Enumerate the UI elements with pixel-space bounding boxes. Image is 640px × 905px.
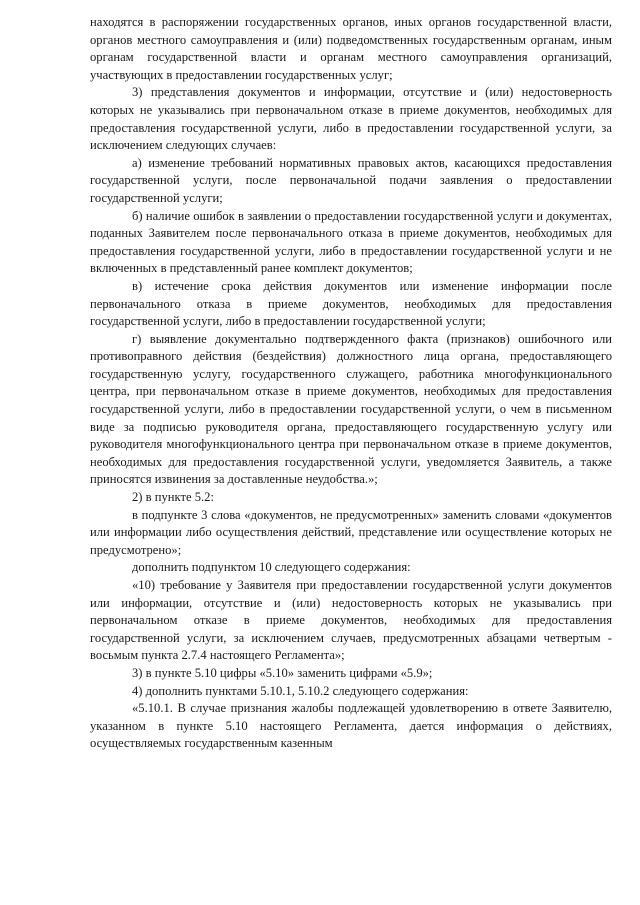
paragraph-4: б) наличие ошибок в заявлении о предоставлении государственной услуги и документах, поданных Заявителем после первоначального отказа в приеме документов, необходимых для предоставления государственной услуги, либо в предоставлении государственной услуги и не включенных в представленный ранее комплект документов; (90, 208, 612, 276)
paragraph-8: в подпункте 3 слова «документов, не предусмотренных» заменить словами «документов или информации либо осуществления действий, представление или осуществление которых не предусмотрено»; (90, 507, 612, 557)
paragraph-12: 4) дополнить пунктами 5.10.1, 5.10.2 следующего содержания: (132, 683, 469, 698)
paragraph-13: «5.10.1. В случае признания жалобы подлежащей удовлетворению в ответе Заявителю, указанном в пункте 5.10 настоящего Регламента, дается информация о действиях, осуществляемых государственным казенным (90, 701, 612, 751)
paragraph-7: 2) в пункте 5.2: (132, 490, 214, 505)
paragraph-2: 3) представления документов и информации, отсутствие и (или) недостоверность которых не указывались при первоначальном отказе в приеме документов, необходимых для предоставления государственной услуги, либо в предоставлении государственной услуги, за исключением следующих случаев: (90, 85, 612, 153)
paragraph-3: а) изменение требований нормативных правовых актов, касающихся предоставления государственной услуги, после первоначальной подачи заявления о предоставлении государственной услуги; (90, 155, 612, 205)
paragraph-10: «10) требование у Заявителя при предоставлении государственной услуги документов или информации, отсутствие и (или) недостоверность которых не указывались при первоначальном отказе в приеме документов, необходимых для предоставления государственной услуги, за исключением случаев, предусмотренных абзацами четвертым - восьмым пункта 2.7.4 настоящего Регламента»; (90, 578, 612, 663)
paragraph-5: в) истечение срока действия документов или изменение информации после первоначального отказа в приеме документов, необходимых для предоставления государственной услуги, либо в предоставлении государственной услуги; (90, 278, 612, 329)
paragraph-11: 3) в пункте 5.10 цифры «5.10» заменить цифрами «5.9»; (132, 665, 433, 680)
paragraph-1: находятся в распоряжении государственных органов, иных органов государственной власти, органов местного самоуправления и (или) подведомственных государственным органам, иным органам государственной власти и органам местного самоуправления организаций, участвующих в предоставлении государственных услуг; (90, 15, 612, 82)
paragraph-9: дополнить подпунктом 10 следующего содержания: (132, 560, 411, 575)
paragraph-6: г) выявление документально подтвержденного факта (признаков) ошибочного или противоправного действия (бездействия) должностного лица органа, предоставляющего государственную услугу, государственного служащего, работника многофункционального центра, при первоначальном отказе в приеме документов, необходимых для предоставления государственной услуги, либо в предоставлении государственной услуги, о чем в письменном виде за подписью руководителя органа, предоставляющего государственную услугу или руководителя многофункционального центра при первоначальном отказе в приеме документов, необходимых для предоставления государственной услуги, уведомляется Заявитель, а также приносятся извинения за доставленные неудобства.»; (90, 331, 612, 487)
